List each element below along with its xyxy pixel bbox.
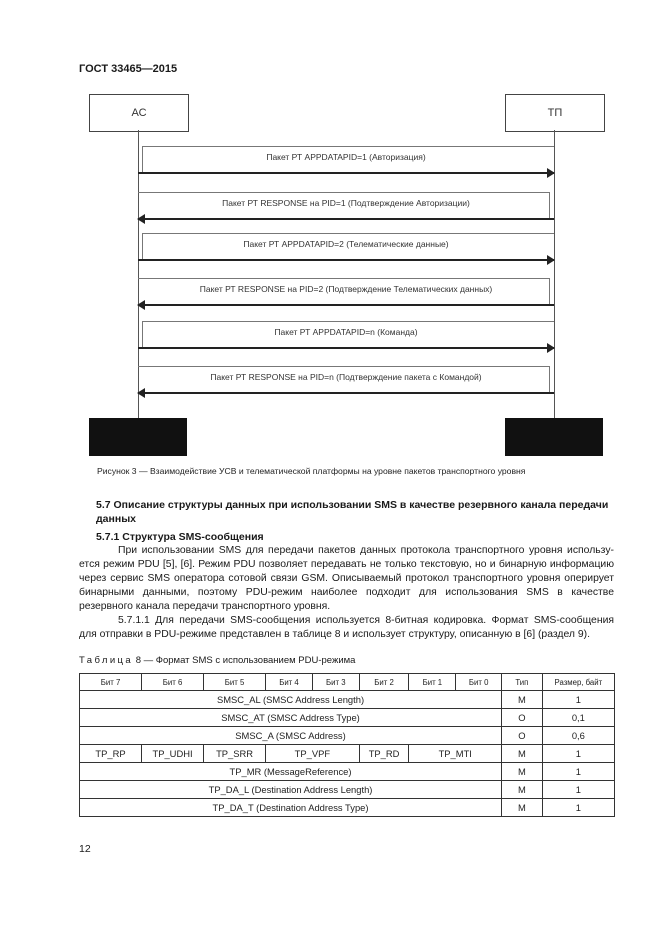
- section-heading-5-7: 5.7 Описание структуры данных при использовании SMS в качестве резервного канала передачи данных: [96, 499, 609, 525]
- type-cell: O: [502, 709, 543, 727]
- type-cell: M: [502, 763, 543, 781]
- type-cell: M: [502, 745, 543, 763]
- message-2: [138, 192, 554, 224]
- page-number: 12: [79, 843, 91, 855]
- type-cell: O: [502, 727, 543, 745]
- type-cell: M: [502, 691, 543, 709]
- message-5: [138, 321, 554, 353]
- arrowhead-left-icon: [137, 300, 145, 310]
- field-cell: TP_DA_T (Destination Address Type): [80, 799, 502, 817]
- header-cell: Бит 7: [80, 674, 142, 691]
- arrowhead-right-icon: [547, 255, 555, 265]
- arrow-left: [138, 392, 554, 394]
- type-cell: M: [502, 781, 543, 799]
- field-cell: TP_DA_L (Destination Address Length): [80, 781, 502, 799]
- arrowhead-right-icon: [547, 343, 555, 353]
- header-cell: Бит 2: [359, 674, 409, 691]
- message-label: Пакет РТ APPDATAPID=n (Команда): [274, 327, 418, 337]
- arrowhead-right-icon: [547, 168, 555, 178]
- size-cell: 1: [542, 745, 614, 763]
- arrowhead-left-icon: [137, 388, 145, 398]
- arrow-right: [138, 347, 554, 349]
- table-caption-text: 8 — Формат SMS с использованием PDU-режима: [135, 655, 356, 666]
- table-row: [80, 763, 615, 781]
- bit-field-cell: TP_RP: [80, 745, 142, 763]
- size-cell: 0,6: [542, 727, 614, 745]
- bit-field-cell: TP_SRR: [204, 745, 266, 763]
- bit-field-cell: TP_VPF: [266, 745, 360, 763]
- arrow-left: [138, 218, 554, 220]
- field-cell: TP_MR (MessageReference): [80, 763, 502, 781]
- arrow-left: [138, 304, 554, 306]
- table-row: [80, 781, 615, 799]
- document-header: ГОСТ 33465—2015: [79, 63, 178, 75]
- message-4: [138, 278, 554, 310]
- size-cell: 1: [542, 691, 614, 709]
- bit-field-cell: TP_MTI: [409, 745, 502, 763]
- message-3: [138, 233, 554, 265]
- actor-as: АС: [89, 94, 189, 132]
- size-cell: 1: [542, 763, 614, 781]
- table-row: [80, 745, 615, 763]
- table-caption-prefix: Таблица: [79, 655, 134, 666]
- message-label: Пакет РТ RESPONSE на PID=2 (Подтверждение Телематических данных): [199, 284, 493, 294]
- message-label: Пакет РТ APPDATAPID=1 (Авторизация): [266, 152, 426, 162]
- field-cell: SMSC_AT (SMSC Address Type): [80, 709, 502, 727]
- paragraph-1: [79, 544, 614, 614]
- header-cell: Бит 5: [204, 674, 266, 691]
- size-cell: 0,1: [542, 709, 614, 727]
- table-caption: [79, 655, 355, 666]
- table-row: [80, 727, 615, 745]
- header-cell: Бит 3: [312, 674, 359, 691]
- field-cell: SMSC_AL (SMSC Address Length): [80, 691, 502, 709]
- arrow-right: [138, 172, 554, 174]
- bit-field-cell: TP_UDHI: [142, 745, 204, 763]
- section-heading-5-7-1: 5.7.1 Структура SMS-сообщения: [96, 531, 264, 543]
- actor-tp: ТП: [505, 94, 605, 132]
- table-header-row: [80, 674, 615, 691]
- field-cell: SMSC_A (SMSC Address): [80, 727, 502, 745]
- table-row: [80, 691, 615, 709]
- size-cell: 1: [542, 781, 614, 799]
- header-cell: Бит 4: [266, 674, 313, 691]
- sms-format-table: [79, 673, 615, 817]
- message-label: Пакет РТ RESPONSE на PID=1 (Подтверждение Авторизации): [222, 198, 470, 208]
- figure-caption: Рисунок 3 — Взаимодействие УСВ и телематической платформы на уровне пакетов транспортного уровня: [97, 466, 526, 476]
- header-cell: Размер, байт: [542, 674, 614, 691]
- header-cell: Тип: [502, 674, 543, 691]
- paragraph-1-text: При использовании SMS для передачи пакетов данных протокола транспортного уровня используется режим PDU [5], [6]. Режим PDU позволяет передавать не только текстовую, но и бинарную информацию через сервис SMS оператора сотовой связи GSM. Описываемый протокол транспортного уровня оперирует бинарными данными, поэтому PDU-режим наиболее подходит для использования SMS в качестве резервного канала передачи транспортного уровня.: [79, 545, 614, 612]
- paragraph-2: [79, 614, 614, 642]
- arrowhead-left-icon: [137, 214, 145, 224]
- actor-as-footer: [89, 418, 187, 456]
- header-cell: Бит 6: [142, 674, 204, 691]
- table-row: [80, 709, 615, 727]
- message-6: [138, 366, 554, 398]
- type-cell: M: [502, 799, 543, 817]
- message-1: [138, 146, 554, 178]
- actor-tp-footer: [505, 418, 603, 456]
- message-label: Пакет РТ RESPONSE на PID=n (Подтверждение пакета с Командой): [210, 372, 482, 382]
- table-row: [80, 799, 615, 817]
- size-cell: 1: [542, 799, 614, 817]
- message-label: Пакет РТ APPDATAPID=2 (Телематические данные): [243, 239, 449, 249]
- arrow-right: [138, 259, 554, 261]
- bit-field-cell: TP_RD: [359, 745, 409, 763]
- header-cell: Бит 1: [409, 674, 456, 691]
- paragraph-2-text: 5.7.1.1 Для передачи SMS-сообщения используется 8-битная кодировка. Формат SMS-сообщения для отправки в PDU-режиме представлен в таблице 8 и использует структуру, описанную в [6] (раздел 9).: [79, 615, 614, 640]
- header-cell: Бит 0: [456, 674, 502, 691]
